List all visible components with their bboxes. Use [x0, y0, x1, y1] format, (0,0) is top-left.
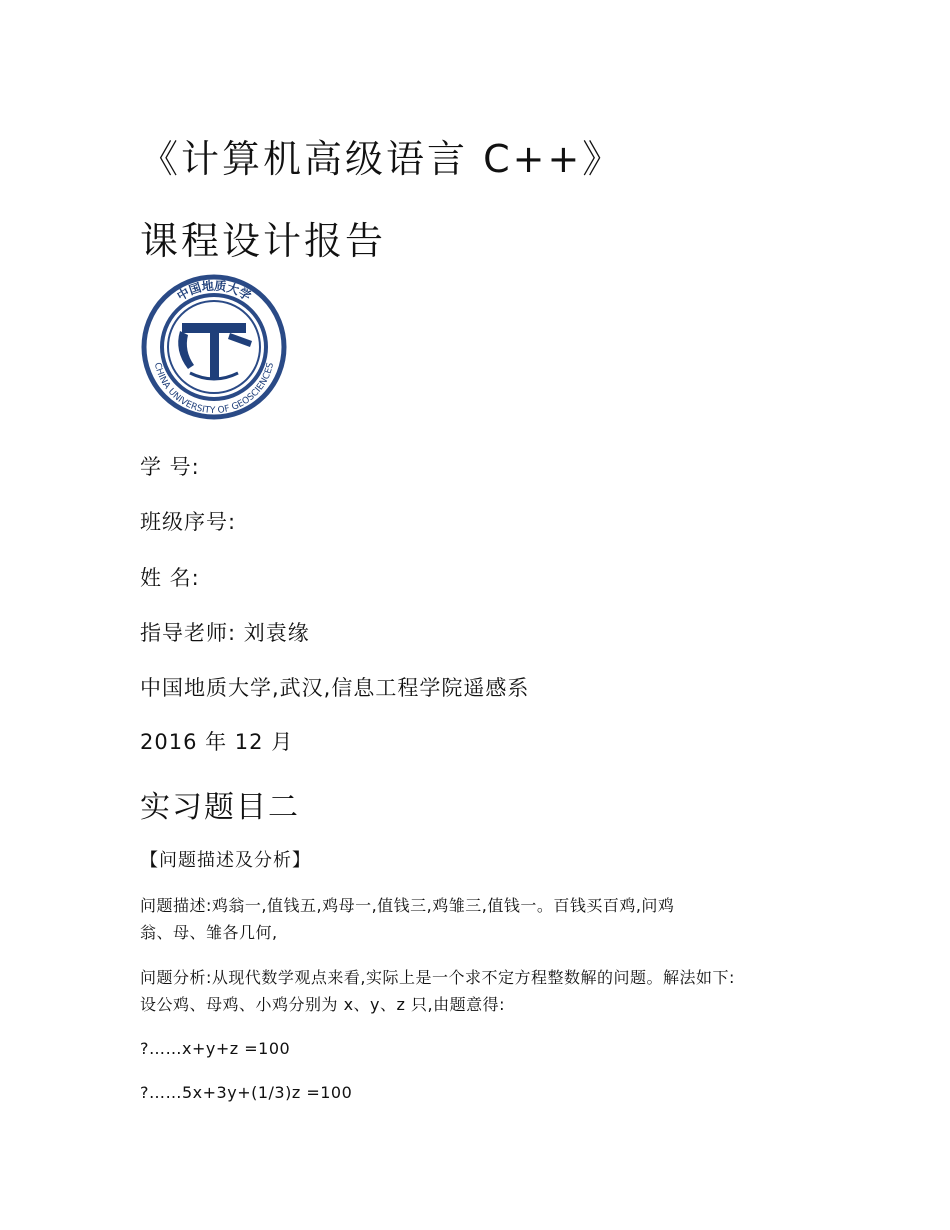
equation-2: ?……5x+3y+(1/3)z =100: [140, 1083, 353, 1102]
paragraph-line: 问题分析:从现代数学观点来看,实际上是一个求不定方程整数解的问题。解法如下:: [140, 968, 735, 987]
logo-top-text: 中国地质大学: [174, 278, 254, 304]
equation-1: ?……x+y+z =100: [140, 1039, 291, 1058]
paragraph-line: 设公鸡、母鸡、小鸡分别为 x、y、z 只,由题意得:: [140, 995, 505, 1014]
field-name: 姓 名:: [140, 566, 200, 590]
subsection-heading: 【问题描述及分析】: [140, 850, 311, 871]
report-title-line2: 课程设计报告: [140, 219, 387, 263]
field-advisor: 指导老师: 刘袁缘: [140, 621, 310, 645]
logo-bottom-text: CHINA UNIVERSITY OF GEOSCIENCES: [151, 361, 277, 417]
field-date: 2016 年 12 月: [140, 730, 294, 754]
paragraph-line: 翁、母、雏各几何,: [140, 923, 278, 942]
university-logo: [140, 273, 288, 421]
field-student-id: 学 号:: [140, 455, 200, 479]
paragraph-line: 问题描述:鸡翁一,值钱五,鸡母一,值钱三,鸡雏三,值钱一。百钱买百鸡,问鸡: [140, 896, 675, 915]
field-class-no: 班级序号:: [140, 510, 237, 534]
section-title: 实习题目二: [140, 790, 300, 825]
university-seal-icon: [140, 273, 288, 421]
report-title-line1: 《计算机高级语言 C++》: [140, 137, 624, 181]
field-institution: 中国地质大学,武汉,信息工程学院遥感系: [140, 676, 530, 700]
